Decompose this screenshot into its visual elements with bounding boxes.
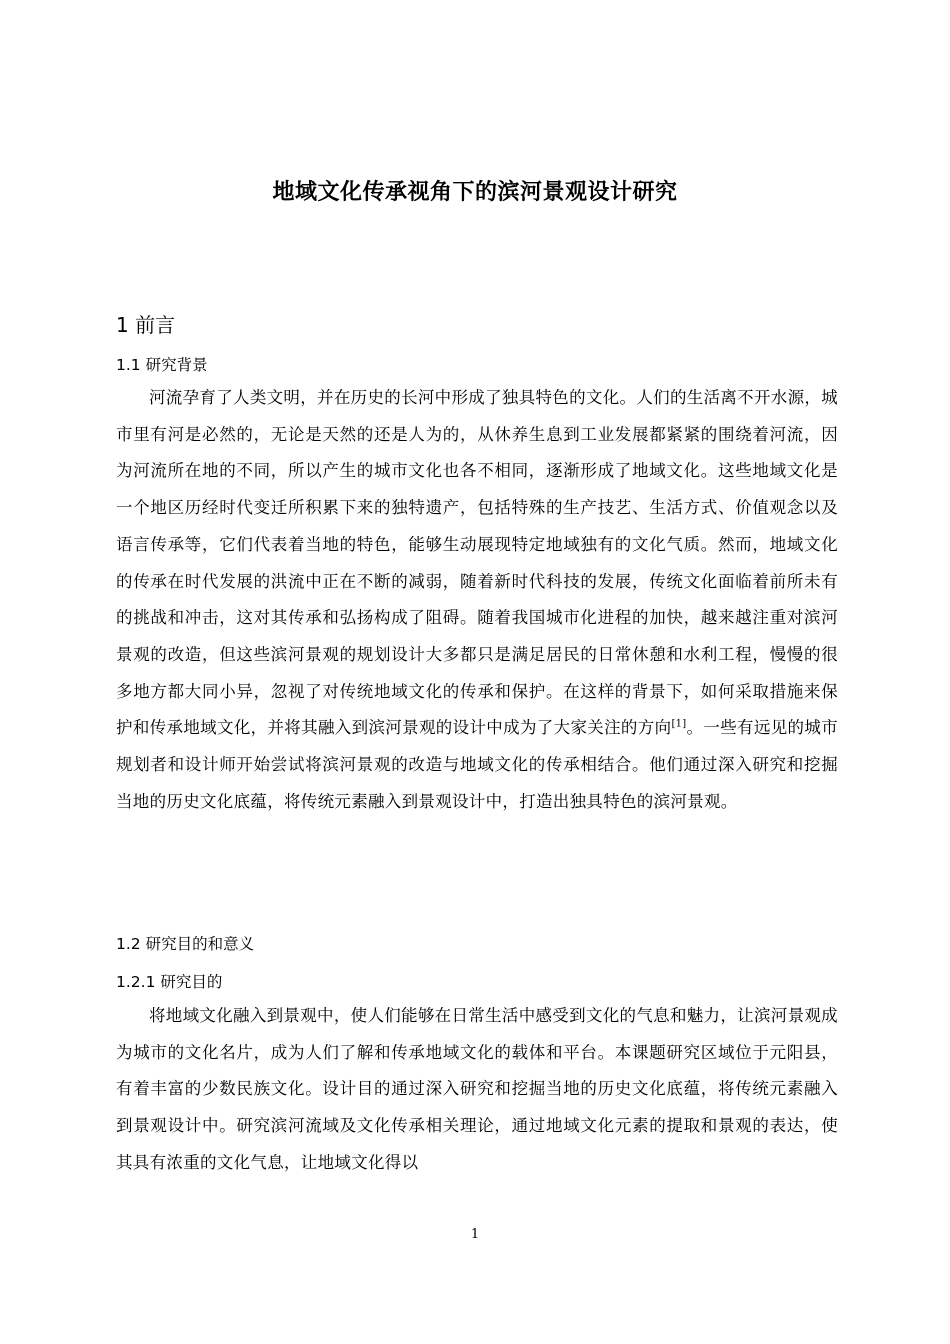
document-title: 地域文化传承视角下的滨河景观设计研究 [272, 180, 678, 205]
section-heading-1: 1 前言 [116, 313, 176, 337]
page-number: 1 [470, 1227, 480, 1242]
paragraph-text: 河流孕育了人类文明，并在历史的长河中形成了独具特色的文化。人们的生活离不开水源，城市里有河是必然的，无论是天然的还是人为的，从休养生息到工业发展都紧紧的围绕着河流，因为河流所在地的不同，所以产生的城市文化也各不相同，逐渐形成了地域文化。这些地域文化是一个地区历经时代变迁所积累下来的独特遗产，包括特殊的生产技艺、生活方式、价值观念以及语言传承等，它们代表着当地的特色，能够生动展现特定地域独有的文化气质。然而，地域文化的传承在时代发展的洪流中正在不断的减弱，随着新时代科技的发展，传统文化面临着前所未有的挑战和冲击，这对其传承和弘扬构成了阻碍。随着我国城市化进程的加快，越来越注重对滨河景观的改造，但这些滨河景观的规划设计大多都只是满足居民的日常休憩和水利工程，慢慢的很多地方都大同小异，忽视了对传统地域文化的传承和保护。在这样的背景下，如何采取措施来保护和传承地域文化，并将其融入到滨河景观的设计中成为了大家关注的方向 [116, 388, 838, 738]
section-heading-1-2-1: 1.2.1 研究目的 [116, 973, 223, 991]
paragraph-research-purpose: 将地域文化融入到景观中，使人们能够在日常生活中感受到文化的气息和魅力，让滨河景观成为城市的文化名片，成为人们了解和传承地域文化的载体和平台。本课题研究区域位于元阳县，有着丰富的少数民族文化。设计目的通过深入研究和挖掘当地的历史文化底蕴，将传统元素融入到景观设计中。研究滨河流域及文化传承相关理论，通过地域文化元素的提取和景观的表达，使其具有浓重的文化气息，让地域文化得以 [116, 1006, 838, 1172]
section-heading-1-1: 1.1 研究背景 [116, 356, 208, 374]
paragraph-research-background [116, 380, 838, 820]
citation-reference[interactable]: [1] [671, 718, 687, 730]
section-heading-1-2: 1.2 研究目的和意义 [116, 935, 255, 953]
paragraph-text: 。一些有远见的城市规划者和设计师开始尝试将滨河景观的改造与地域文化的传承相结合。他们通过深入研究和挖掘当地的历史文化底蕴，将传统元素融入到景观设计中，打造出独具特色的滨河景观。 [116, 718, 838, 811]
